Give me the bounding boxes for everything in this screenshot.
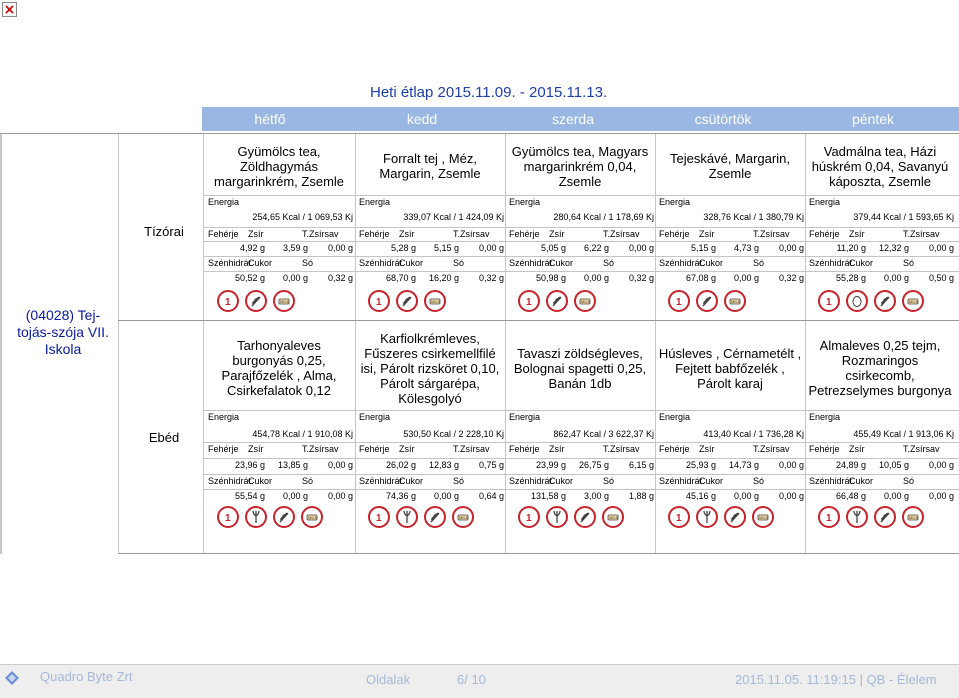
tizorai-sugar-label: Cukor (849, 258, 874, 268)
milk-icon (424, 290, 446, 312)
tizorai-protein-value: 11,20 g (836, 243, 866, 253)
allergen-1-icon (217, 506, 239, 528)
ebed-energy-value: 413,40 Kcal / 1 736,28 Kj (703, 429, 804, 439)
left-border (0, 134, 2, 554)
celery-icon (846, 506, 868, 528)
ebed-sat-label: T.Zsírsav (453, 444, 490, 454)
footer-company: Quadro Byte Zrt (40, 669, 133, 684)
row-divider (204, 489, 959, 490)
tizorai-salt-value: 0,32 g (327, 273, 353, 283)
tizorai-carb-label: Szénhidrát (659, 258, 703, 268)
ebed-energy-value: 454,78 Kcal / 1 910,08 Kj (252, 429, 353, 439)
row-divider (204, 442, 959, 443)
ebed-menu-0[interactable]: Tarhonyaleves burgonyás 0,25, Parajfőzelék , Alma, Csirkefalatok 0,12 (221, 338, 337, 398)
tizorai-salt-label: Só (603, 258, 615, 268)
svg-text:MILK: MILK (609, 515, 619, 520)
tizorai-protein-label: Fehérje (659, 229, 690, 239)
ebed-carb-label: Szénhidrát (809, 476, 853, 486)
tizorai-protein-value: 4,92 g (239, 243, 265, 253)
tizorai-fat-value: 6,22 g (583, 243, 609, 253)
ebed-sat-value: 0,00 g (928, 460, 954, 470)
svg-text:1: 1 (676, 513, 682, 524)
row-divider (204, 271, 959, 272)
tizorai-salt-label: Só (903, 258, 915, 268)
allergen-1-icon (518, 506, 540, 528)
tizorai-fat-value: 5,15 g (433, 243, 459, 253)
tizorai-energy-value: 254,65 Kcal / 1 069,53 Kj (252, 212, 353, 222)
ebed-fat-value: 14,73 g (728, 460, 759, 470)
ebed-salt-value: 0,00 g (778, 491, 804, 501)
row-divider (204, 458, 959, 459)
ebed-energy-label: Energia (359, 412, 391, 422)
ebed-sugar-value: 3,00 g (583, 491, 609, 501)
tizorai-energy-value: 280,64 Kcal / 1 178,69 Kj (553, 212, 654, 222)
tizorai-energy-label: Energia (208, 197, 240, 207)
milk-icon (452, 506, 474, 528)
ebed-sat-value: 6,15 g (628, 460, 654, 470)
column-divider (355, 321, 356, 553)
svg-text:MILK: MILK (459, 515, 469, 520)
tizorai-carb-label: Szénhidrát (359, 258, 403, 268)
ebed-sat-value: 0,00 g (778, 460, 804, 470)
ebed-protein-value: 26,02 g (385, 460, 416, 470)
ebed-fat-value: 26,75 g (578, 460, 609, 470)
ebed-sugar-label: Cukor (549, 476, 574, 486)
tizorai-sat-label: T.Zsírsav (302, 229, 339, 239)
tizorai-sat-label: T.Zsírsav (603, 229, 640, 239)
ebed-protein-value: 23,99 g (535, 460, 566, 470)
ebed-fat-label: Zsír (699, 444, 715, 454)
gluten-icon (696, 290, 718, 312)
footer-timestamp: 2015.11.05. 11:19:15 | QB - Élelem (735, 672, 937, 687)
day-monday: hétfő (254, 111, 286, 127)
gluten-icon (874, 506, 896, 528)
svg-text:MILK: MILK (759, 515, 769, 520)
tizorai-salt-value: 0,50 g (928, 273, 954, 283)
section-separator (118, 320, 959, 321)
celery-icon (546, 506, 568, 528)
ebed-sat-value: 0,75 g (478, 460, 504, 470)
ebed-carb-value: 131,58 g (530, 491, 566, 501)
tizorai-sugar-label: Cukor (248, 258, 273, 268)
tizorai-salt-label: Só (302, 258, 314, 268)
column-divider (505, 321, 506, 553)
tizorai-sat-value: 0,00 g (327, 243, 353, 253)
svg-text:1: 1 (376, 297, 382, 308)
quadro-logo-icon (4, 670, 20, 686)
ebed-fat-value: 12,83 g (428, 460, 459, 470)
tizorai-energy-value: 379,44 Kcal / 1 593,65 Kj (853, 212, 954, 222)
ebed-carb-value: 45,16 g (685, 491, 716, 501)
section-divider (203, 134, 204, 554)
row-divider (204, 474, 959, 475)
tizorai-protein-value: 5,15 g (690, 243, 716, 253)
tizorai-sugar-label: Cukor (399, 258, 424, 268)
ebed-fat-label: Zsír (849, 444, 865, 454)
milk-icon (902, 290, 924, 312)
gluten-icon (874, 290, 896, 312)
svg-text:MILK: MILK (280, 299, 290, 304)
tizorai-sugar-value: 0,00 g (583, 273, 609, 283)
tizorai-carb-value: 68,70 g (385, 273, 416, 283)
tizorai-sugar-value: 0,00 g (733, 273, 759, 283)
tizorai-fat-label: Zsír (399, 229, 415, 239)
tizorai-energy-label: Energia (359, 197, 391, 207)
celery-icon (245, 506, 267, 528)
row-divider (204, 195, 959, 196)
tizorai-carb-value: 67,08 g (685, 273, 716, 283)
ebed-menu-2[interactable]: Tavaszi zöldségleves, Bolognai spagetti 0,25, Banán 1db (513, 345, 647, 391)
ebed-energy-value: 862,47 Kcal / 3 622,37 Kj (553, 429, 654, 439)
ebed-salt-value: 1,88 g (628, 491, 654, 501)
ebed-salt-value: 0,00 g (928, 491, 954, 501)
celery-icon (396, 506, 418, 528)
tizorai-carb-value: 55,28 g (835, 273, 866, 283)
row-divider (204, 241, 959, 242)
ebed-protein-value: 25,93 g (685, 460, 716, 470)
milk-icon (902, 506, 924, 528)
table-top-border (0, 133, 959, 134)
tizorai-carb-label: Szénhidrát (208, 258, 252, 268)
ebed-sat-label: T.Zsírsav (603, 444, 640, 454)
gluten-icon (574, 506, 596, 528)
tizorai-protein-label: Fehérje (359, 229, 390, 239)
gluten-icon (424, 506, 446, 528)
allergen-1-icon (668, 506, 690, 528)
ebed-carb-value: 66,48 g (835, 491, 866, 501)
ebed-carb-label: Szénhidrát (208, 476, 252, 486)
ebed-sugar-label: Cukor (248, 476, 273, 486)
ebed-carb-label: Szénhidrát (359, 476, 403, 486)
ebed-menu-3[interactable]: Húsleves , Cérnametélt , Fejtett babfőzelék , Párolt karaj (658, 345, 802, 391)
ebed-fat-value: 13,85 g (277, 460, 308, 470)
tizorai-protein-label: Fehérje (208, 229, 239, 239)
ebed-carb-value: 55,54 g (234, 491, 265, 501)
gluten-icon (396, 290, 418, 312)
milk-icon (273, 290, 295, 312)
svg-text:1: 1 (225, 513, 231, 524)
ebed-sugar-label: Cukor (849, 476, 874, 486)
celery-icon (696, 506, 718, 528)
svg-text:MILK: MILK (431, 299, 441, 304)
tizorai-protein-label: Fehérje (509, 229, 540, 239)
tizorai-sat-label: T.Zsírsav (903, 229, 940, 239)
ebed-energy-value: 455,49 Kcal / 1 913,06 Kj (853, 429, 954, 439)
tizorai-sugar-value: 0,00 g (883, 273, 909, 283)
allergen-1-icon (818, 290, 840, 312)
ebed-salt-label: Só (603, 476, 615, 486)
column-divider (805, 321, 806, 553)
tizorai-fat-label: Zsír (549, 229, 565, 239)
ebed-protein-label: Fehérje (659, 444, 690, 454)
allergen-1-icon (368, 506, 390, 528)
tizorai-fat-value: 4,73 g (733, 243, 759, 253)
ebed-menu-4[interactable]: Almaleves 0,25 tejm, Rozmaringos csirkecomb, Petrezselymes burgonya (808, 338, 952, 398)
ebed-protein-label: Fehérje (208, 444, 239, 454)
section-tizorai: Tízórai (144, 224, 184, 239)
allergen-1-icon (518, 290, 540, 312)
ebed-fat-label: Zsír (248, 444, 264, 454)
tizorai-salt-value: 0,32 g (628, 273, 654, 283)
gluten-icon (546, 290, 568, 312)
gluten-icon (245, 290, 267, 312)
ebed-protein-label: Fehérje (509, 444, 540, 454)
ebed-carb-label: Szénhidrát (659, 476, 703, 486)
svg-text:MILK: MILK (731, 299, 741, 304)
tizorai-menu-1[interactable]: Forralt tej , Méz, Margarin, Zsemle (379, 151, 481, 181)
svg-text:MILK: MILK (909, 515, 919, 520)
row-divider (204, 227, 959, 228)
tizorai-sugar-label: Cukor (549, 258, 574, 268)
svg-text:1: 1 (526, 297, 532, 308)
tizorai-carb-value: 50,52 g (234, 273, 265, 283)
day-friday: péntek (851, 111, 895, 127)
svg-text:MILK: MILK (308, 515, 318, 520)
ebed-salt-label: Só (903, 476, 915, 486)
tizorai-carb-value: 50,98 g (535, 273, 566, 283)
page-title: Heti étlap 2015.11.09. - 2015.11.13. (370, 84, 608, 101)
tizorai-sat-value: 0,00 g (778, 243, 804, 253)
allergen-1-icon (668, 290, 690, 312)
ebed-salt-value: 0,00 g (327, 491, 353, 501)
milk-icon (574, 290, 596, 312)
tizorai-sat-value: 0,00 g (628, 243, 654, 253)
day-tuesday: kedd (406, 111, 438, 127)
tizorai-sat-label: T.Zsírsav (453, 229, 490, 239)
ebed-sugar-value: 0,00 g (883, 491, 909, 501)
gluten-icon (724, 506, 746, 528)
ebed-fat-label: Zsír (399, 444, 415, 454)
tizorai-fat-label: Zsír (849, 229, 865, 239)
tizorai-salt-label: Só (753, 258, 765, 268)
column-divider (655, 321, 656, 553)
egg-icon (846, 290, 868, 312)
svg-text:1: 1 (225, 297, 231, 308)
tizorai-salt-value: 0,32 g (478, 273, 504, 283)
tizorai-sugar-value: 16,20 g (428, 273, 459, 283)
tizorai-protein-value: 5,05 g (540, 243, 566, 253)
close-checkbox-icon[interactable] (2, 2, 17, 17)
tizorai-energy-label: Energia (509, 197, 541, 207)
tizorai-menu-0[interactable]: Gyümölcs tea, Zöldhagymás margarinkrém, Zsemle (213, 143, 345, 189)
tizorai-salt-label: Só (453, 258, 465, 268)
milk-icon (724, 290, 746, 312)
tizorai-sat-value: 0,00 g (478, 243, 504, 253)
tizorai-energy-label: Energia (809, 197, 841, 207)
ebed-carb-label: Szénhidrát (509, 476, 553, 486)
ebed-energy-value: 530,50 Kcal / 2 228,10 Kj (403, 429, 504, 439)
day-thursday: csütörtök (694, 111, 752, 127)
tizorai-sugar-label: Cukor (699, 258, 724, 268)
ebed-energy-label: Energia (208, 412, 240, 422)
tizorai-energy-value: 328,76 Kcal / 1 380,79 Kj (703, 212, 804, 222)
ebed-energy-label: Energia (809, 412, 841, 422)
svg-text:MILK: MILK (581, 299, 591, 304)
ebed-fat-value: 10,05 g (878, 460, 909, 470)
ebed-sugar-label: Cukor (399, 476, 424, 486)
svg-text:MILK: MILK (909, 299, 919, 304)
table-bottom-border (118, 553, 959, 554)
allergen-1-icon (818, 506, 840, 528)
gluten-icon (273, 506, 295, 528)
milk-icon (301, 506, 323, 528)
ebed-energy-label: Energia (659, 412, 691, 422)
svg-text:1: 1 (676, 297, 682, 308)
tizorai-protein-value: 5,28 g (390, 243, 416, 253)
ebed-protein-label: Fehérje (809, 444, 840, 454)
ebed-protein-value: 24,89 g (835, 460, 866, 470)
row-divider (204, 256, 959, 257)
footer-page-number: 6/ 10 (457, 672, 486, 687)
ebed-fat-label: Zsír (549, 444, 565, 454)
tizorai-protein-label: Fehérje (809, 229, 840, 239)
ebed-protein-label: Fehérje (359, 444, 390, 454)
tizorai-menu-3[interactable]: Tejeskávé, Margarin, Zsemle (670, 151, 790, 181)
tizorai-sugar-value: 0,00 g (282, 273, 308, 283)
school-name: (04028) Tej-tojás-szója VII. Iskola (17, 307, 109, 357)
ebed-salt-label: Só (302, 476, 314, 486)
tizorai-menu-4[interactable]: Vadmálna tea, Házi húskrém 0,04, Savanyú káposzta, Zsemle (811, 143, 949, 189)
tizorai-fat-value: 3,59 g (282, 243, 308, 253)
day-wednesday: szerda (551, 111, 595, 127)
ebed-sat-value: 0,00 g (327, 460, 353, 470)
ebed-salt-label: Só (453, 476, 465, 486)
tizorai-sat-label: T.Zsírsav (753, 229, 790, 239)
tizorai-salt-value: 0,32 g (778, 273, 804, 283)
tizorai-menu-2[interactable]: Gyümölcs tea, Magyars margarinkrém 0,04, Zsemle (511, 143, 649, 189)
ebed-sat-label: T.Zsírsav (753, 444, 790, 454)
allergen-1-icon (368, 290, 390, 312)
ebed-energy-label: Energia (509, 412, 541, 422)
row-divider (204, 410, 959, 411)
ebed-salt-value: 0,64 g (478, 491, 504, 501)
ebed-sat-label: T.Zsírsav (302, 444, 339, 454)
ebed-sugar-label: Cukor (699, 476, 724, 486)
allergen-1-icon (217, 290, 239, 312)
tizorai-fat-label: Zsír (699, 229, 715, 239)
svg-text:1: 1 (376, 513, 382, 524)
section-ebed: Ebéd (148, 430, 180, 445)
tizorai-fat-value: 12,32 g (878, 243, 909, 253)
ebed-carb-value: 74,36 g (385, 491, 416, 501)
svg-text:1: 1 (826, 513, 832, 524)
tizorai-carb-label: Szénhidrát (509, 258, 553, 268)
ebed-salt-label: Só (753, 476, 765, 486)
milk-icon (602, 506, 624, 528)
ebed-menu-1[interactable]: Karfiolkrémleves, Fűszeres csirkemellfilé isi, Párolt rizsköret 0,10, Párolt sárgarépa, Kölesgolyó (360, 330, 500, 406)
svg-text:1: 1 (526, 513, 532, 524)
tizorai-energy-label: Energia (659, 197, 691, 207)
tizorai-carb-label: Szénhidrát (809, 258, 853, 268)
footer-page-label: Oldalak (366, 672, 411, 687)
ebed-sugar-value: 0,00 g (282, 491, 308, 501)
ebed-protein-value: 23,96 g (234, 460, 265, 470)
school-divider (118, 134, 119, 554)
ebed-sugar-value: 0,00 g (733, 491, 759, 501)
tizorai-energy-value: 339,07 Kcal / 1 424,09 Kj (403, 212, 504, 222)
milk-icon (752, 506, 774, 528)
ebed-sugar-value: 0,00 g (433, 491, 459, 501)
ebed-sat-label: T.Zsírsav (903, 444, 940, 454)
svg-text:1: 1 (826, 297, 832, 308)
tizorai-fat-label: Zsír (248, 229, 264, 239)
tizorai-sat-value: 0,00 g (928, 243, 954, 253)
